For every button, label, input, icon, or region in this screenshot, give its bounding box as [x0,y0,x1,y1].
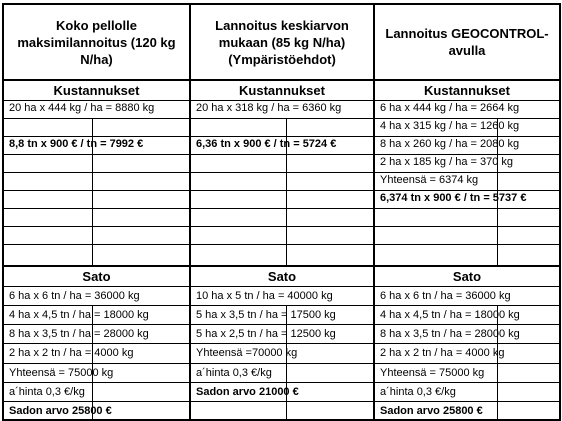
cost-row: 6,36 tn x 900 € / tn = 5724 € [191,137,375,155]
empty-row [191,155,375,173]
empty-row [4,227,191,245]
yield-row: 6 ha x 6 tn / ha = 36000 kg [375,287,561,306]
yield-row: 10 ha x 5 tn / ha = 40000 kg [191,287,375,306]
yield-row: Sadon arvo 25800 € [375,402,561,421]
cell-divider [286,306,287,421]
yield-row: Yhteensä = 75000 kg [4,364,191,383]
empty-row [4,155,191,173]
cost-row: 20 ha x 318 kg / ha = 6360 kg [191,101,375,119]
column-header [191,5,375,81]
cell-divider [286,119,287,265]
yield-row: 5 ha x 3,5 tn / ha = 17500 kg [191,306,375,325]
yield-row: 2 ha x 2 tn / ha = 4000 kg [375,344,561,363]
cost-heading: Kustannukset [191,81,375,101]
empty-row [375,227,561,245]
cost-heading: Kustannukset [375,81,561,101]
cost-row [191,119,375,137]
column-header-text: Lannoitus GEOCONTROL-avulla [385,26,549,58]
column-header [4,5,191,81]
comparison-table [2,3,561,421]
yield-row: Yhteensä = 75000 kg [375,364,561,383]
column-header-text: Lannoitus keskiarvon mukaan (85 kg N/ha) (Ympäristöehdot) [215,17,349,67]
empty-row [375,245,561,263]
empty-row [191,245,375,263]
empty-row [191,402,375,421]
empty-row [375,209,561,227]
cell-divider [497,119,498,265]
cost-row: 4 ha x 315 kg / ha = 1260 kg [375,119,561,137]
empty-row [4,209,191,227]
yield-heading: Sato [191,267,375,287]
cell-divider [92,306,93,421]
yield-row: 8 ha x 3,5 tn / ha = 28000 kg [4,325,191,344]
yield-row: Sadon arvo 25800 € [4,402,191,421]
yield-row: 8 ha x 3,5 tn / ha = 28000 kg [375,325,561,344]
empty-row [4,191,191,209]
cost-row: 6,374 tn x 900 € / tn = 5737 € [375,191,561,209]
yield-row: 5 ha x 2,5 tn / ha = 12500 kg [191,325,375,344]
yield-row: 4 ha x 4,5 tn / ha = 18000 kg [375,306,561,325]
yield-row: 2 ha x 2 tn / ha = 4000 kg [4,344,191,363]
yield-row: a´hinta 0,3 €/kg [4,383,191,402]
column-header-text: Koko pellolle maksimilannoitus (120 kg N/ha) [17,17,176,67]
empty-row [191,209,375,227]
cost-heading: Kustannukset [4,81,191,101]
empty-row [191,173,375,191]
cell-divider [497,306,498,421]
cost-row: 8 ha x 260 kg / ha = 2080 kg [375,137,561,155]
yield-row: 6 ha x 6 tn / ha = 36000 kg [4,287,191,306]
yield-heading: Sato [375,267,561,287]
cost-row: 20 ha x 444 kg / ha = 8880 kg [4,101,191,119]
cost-row: 2 ha x 185 kg / ha = 370 kg [375,155,561,173]
yield-row: Yhteensä =70000 kg [191,344,375,363]
yield-row: a´hinta 0,3 €/kg [191,364,375,383]
cost-row: Yhteensä = 6374 kg [375,173,561,191]
empty-row [4,245,191,263]
cost-row: 6 ha x 444 kg / ha = 2664 kg [375,101,561,119]
cost-row: 8,8 tn x 900 € / tn = 7992 € [4,137,191,155]
yield-row: Sadon arvo 21000 € [191,383,375,402]
empty-row [191,227,375,245]
yield-row: 4 ha x 4,5 tn / ha = 18000 kg [4,306,191,325]
empty-row [4,173,191,191]
empty-row [191,191,375,209]
column-header [375,5,561,81]
yield-heading: Sato [4,267,191,287]
cell-divider [92,119,93,265]
cost-row [4,119,191,137]
yield-row: a´hinta 0,3 €/kg [375,383,561,402]
